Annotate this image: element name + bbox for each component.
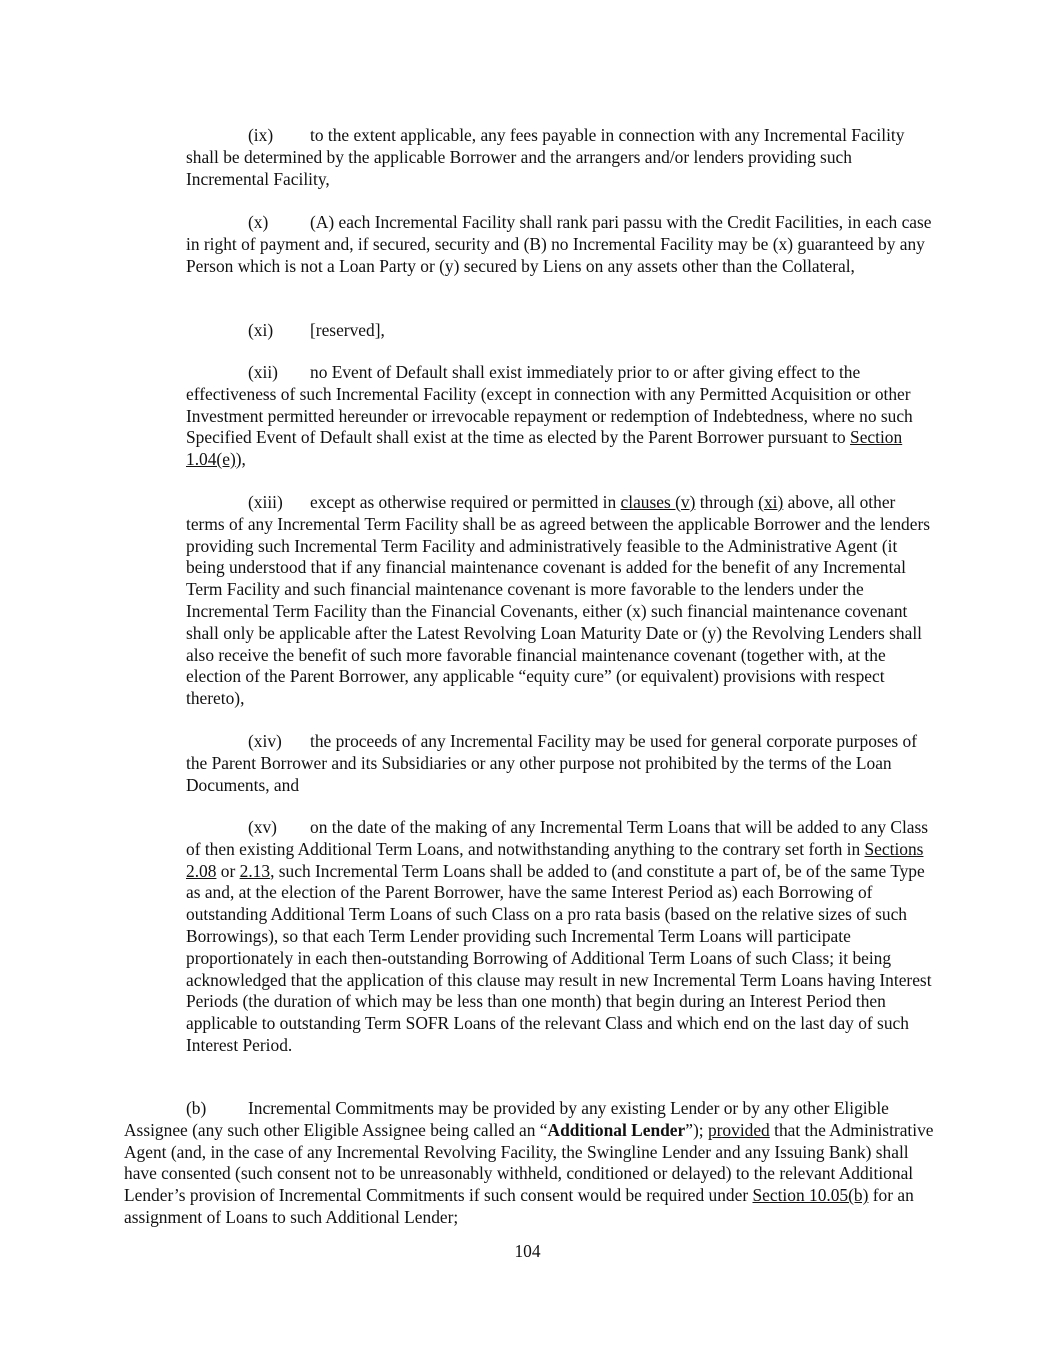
clause-number: (ix) — [248, 125, 274, 145]
clause-x — [186, 212, 934, 277]
clause-number: (xv) — [248, 817, 277, 837]
clause-text: or — [216, 860, 240, 881]
clause-xiii — [186, 492, 934, 710]
section-reference: Sections 2.08 — [186, 838, 924, 881]
defined-term: Additional Lender — [547, 1119, 686, 1140]
clause-text: [reserved], — [310, 320, 385, 340]
clause-text: to the extent applicable, any fees payable in connection with any Incremental Facility shall be determined by the applicable Borrower and the arrangers and/or lenders providing such Incremental Facility, — [186, 125, 905, 189]
clause-xii — [186, 362, 934, 471]
clause-xv — [186, 817, 934, 1057]
clause-xiv — [186, 731, 934, 796]
clause-text: , such Incremental Term Loans shall be added to (and constitute a part of, be of the same Type as and, at the election of the Parent Borrower, have the same Interest Period as) each Borrowing of outstanding Additional Term Loans of such Class on a pro rata basis (based on the relative sizes of such Borrowings), so that each Term Lender providing such Incremental Term Loans will participate proportionately in each then-outstanding Borrowing of Additional Term Loans of such Class; it being acknowledged that the application of this clause may result in new Incremental Term Loans having Interest Periods (the duration of which may be less than one month) that begin during an Interest Period then applicable to outstanding Term SOFR Loans of the relevant Class and which end on the last day of such Interest Period. — [186, 860, 932, 1055]
clause-number: (xiv) — [248, 731, 282, 751]
section-reference: Section 10.05(b) — [752, 1185, 869, 1206]
clause-text: except as otherwise required or permitted in — [310, 492, 621, 512]
clause-number: (b) — [186, 1098, 207, 1118]
clause-text: for an assignment of Loans to such Additional Lender; — [124, 1185, 914, 1227]
proviso-term: provided — [707, 1119, 770, 1140]
clause-reference: (xi) — [758, 492, 784, 512]
clause-text: that the Administrative Agent (and, in the case of any Incremental Revolving Facility, the Swingline Lender and any Issuing Bank) shall have consented (such consent not to be unreasonably withheld, conditioned or delayed) to the relevant Additional Lender’s provision of Incremental Commitments if such consent would be required under — [124, 1119, 934, 1206]
clause-text: the proceeds of any Incremental Facility may be used for general corporate purposes of the Parent Borrower and its Subsidiaries or any other purpose not prohibited by the terms of the Loan Documents, and — [186, 731, 917, 795]
clause-xi — [186, 320, 934, 342]
clause-number: (x) — [248, 212, 269, 232]
clause-number: (xii) — [248, 362, 278, 382]
section-reference: 2.13 — [239, 860, 271, 881]
clause-ix — [186, 125, 934, 190]
clause-text: through — [695, 492, 759, 512]
clause-text: (A) each Incremental Facility shall rank pari passu with the Credit Facilities, in each case in right of payment and, if secured, security and (B) no Incremental Facility may be (x) guaranteed by any Person which is not a Loan Party or (y) secured by Liens on any assets other than the Collateral, — [186, 212, 932, 276]
clause-text: above, all other terms of any Incremental Term Facility shall be as agreed between the applicable Borrower and the lenders providing such Incremental Term Facility and administratively feasible to the Administrative Agent (it being understood that if any financial maintenance covenant is added for the benefit of any Incremental Term Facility and such financial maintenance covenant is more favorable to the lenders under the Incremental Term Facility than the Financial Covenants, either (x) such financial maintenance covenant shall only be applicable after the Latest Revolving Loan Maturity Date or (y) the Revolving Lenders shall also receive the benefit of such more favorable financial maintenance covenant (together with, at the election of the Parent Borrower, any applicable “equity cure” (or equivalent) provisions with respect thereto), — [186, 492, 931, 709]
clause-text: no Event of Default shall exist immediately prior to or after giving effect to the effectiveness of such Incremental Facility (except in connection with any Permitted Acquisition or other Investment permitted hereunder or irrevocable repayment or redemption of Indebtedness, where no such Specified Event of Default shall exist at the time as elected by the Parent Borrower pursuant to — [186, 362, 913, 448]
clause-b — [124, 1098, 934, 1229]
clause-number: (xiii) — [248, 492, 283, 512]
section-reference: Section 1.04(e) — [186, 427, 903, 470]
clause-text: on the date of the making of any Incremental Term Loans that will be added to any Class of then existing Additional Term Loans, and notwithstanding anything to the contrary set forth in — [186, 817, 929, 859]
clause-reference: clauses (v) — [620, 492, 696, 512]
clause-text: ), — [235, 449, 246, 470]
page-number: 104 — [514, 1241, 541, 1261]
clause-text: Incremental Commitments may be provided by any existing Lender or by any other Eligible Assignee (any such other Eligible Assignee being called an “ — [124, 1098, 889, 1140]
clause-text: ”); — [685, 1119, 708, 1140]
clause-number: (xi) — [248, 320, 274, 340]
